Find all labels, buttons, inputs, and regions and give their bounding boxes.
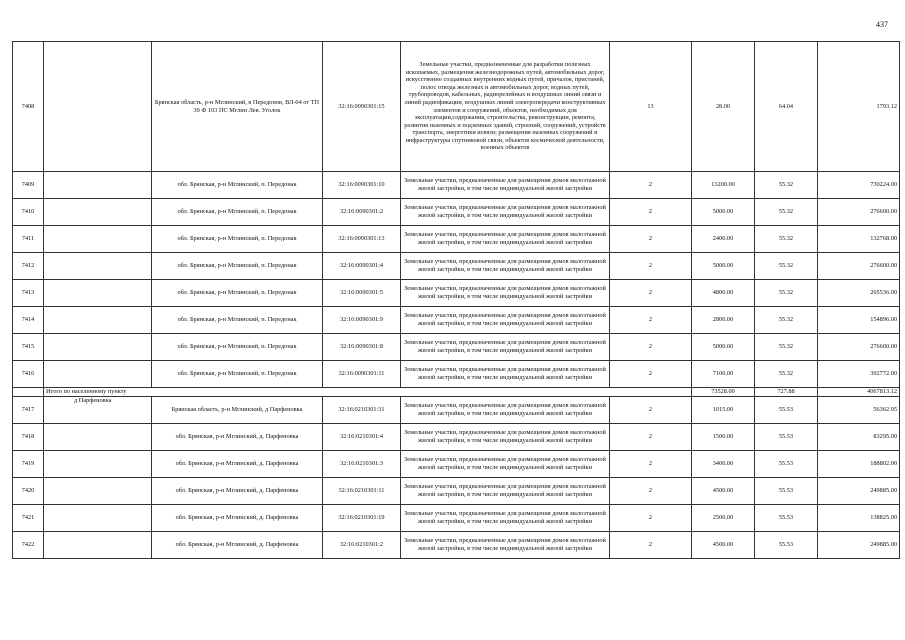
area-cell: 2800.00 bbox=[692, 307, 755, 334]
cadastral-value-cell: 56362.95 bbox=[818, 397, 900, 424]
table-row bbox=[13, 424, 900, 451]
cadastral-number-cell: 32:16:0210301:4 bbox=[323, 424, 401, 451]
cadastral-value-table bbox=[12, 41, 900, 559]
rate-cell: 55.32 bbox=[755, 253, 818, 280]
land-use-cell: Земельные участки, предназначенные для размещения домов малоэтажной жилой застройки, в том числе индивидуальной жилой застройки bbox=[401, 199, 610, 226]
row-number: 7415 bbox=[13, 334, 44, 361]
address-cell: обл. Брянская, р-н Мглинский, п. Передонак bbox=[152, 253, 323, 280]
cadastral-number-cell: 32:16:0210301:31 bbox=[323, 397, 401, 424]
area-cell: 3400.00 bbox=[692, 451, 755, 478]
area-cell: 5000.00 bbox=[692, 253, 755, 280]
area-cell: 2500.00 bbox=[692, 505, 755, 532]
row-number: 7418 bbox=[13, 424, 44, 451]
land-use-cell: Земельные участки, предназначенные для размещения домов малоэтажной жилой застройки, в том числе индивидуальной жилой застройки bbox=[401, 253, 610, 280]
settlement-cell bbox=[44, 532, 152, 559]
cadastral-value-cell: 249885.00 bbox=[818, 532, 900, 559]
table-row bbox=[13, 42, 900, 172]
row-number: 7416 bbox=[13, 361, 44, 388]
address-cell: Брянская область, р-н Мглинский, д Парфеновка bbox=[152, 397, 323, 424]
total-area: 73528.00 bbox=[692, 388, 755, 397]
area-cell: 4500.00 bbox=[692, 478, 755, 505]
total-value: 4067813.12 bbox=[818, 388, 900, 397]
table-row bbox=[13, 505, 900, 532]
total-label: Итого по населенному пункту bbox=[44, 388, 692, 397]
area-cell: 5000.00 bbox=[692, 334, 755, 361]
rate-cell: 55.32 bbox=[755, 280, 818, 307]
cadastral-value-cell: 392772.00 bbox=[818, 361, 900, 388]
row-number: 7419 bbox=[13, 451, 44, 478]
address-cell: обл. Брянская, р-н Мглинский, п. Передонак bbox=[152, 334, 323, 361]
land-use-cell: Земельные участки, предназначенные для размещения домов малоэтажной жилой застройки, в том числе индивидуальной жилой застройки bbox=[401, 361, 610, 388]
land-use-cell: Земельные участки, предназначенные для размещения домов малоэтажной жилой застройки, в том числе индивидуальной жилой застройки bbox=[401, 307, 610, 334]
row-number: 7420 bbox=[13, 478, 44, 505]
address-cell: обл. Брянская, р-н Мглинский, п. Передонак bbox=[152, 361, 323, 388]
settlement-cell bbox=[44, 361, 152, 388]
rate-cell: 55.53 bbox=[755, 532, 818, 559]
table-row bbox=[13, 172, 900, 199]
cadastral-value-cell: 249885.00 bbox=[818, 478, 900, 505]
category-cell: 2 bbox=[610, 397, 692, 424]
cadastral-number-cell: 32:16:0090301:8 bbox=[323, 334, 401, 361]
cadastral-number-cell: 32:16:0210301:11 bbox=[323, 478, 401, 505]
table-row bbox=[13, 451, 900, 478]
land-use-cell: Земельные участки, предназначенные для размещения домов малоэтажной жилой застройки, в том числе индивидуальной жилой застройки bbox=[401, 532, 610, 559]
settlement-cell bbox=[44, 307, 152, 334]
cadastral-value-cell: 276600.00 bbox=[818, 253, 900, 280]
cadastral-number-cell: 32:16:0090301:9 bbox=[323, 307, 401, 334]
area-cell: 4800.00 bbox=[692, 280, 755, 307]
table-row bbox=[13, 334, 900, 361]
category-cell: 2 bbox=[610, 226, 692, 253]
area-cell: 7100.00 bbox=[692, 361, 755, 388]
category-cell: 2 bbox=[610, 172, 692, 199]
area-cell: 1500.00 bbox=[692, 424, 755, 451]
land-use-cell: Земельные участки, предназначенные для размещения домов малоэтажной жилой застройки, в том числе индивидуальной жилой застройки bbox=[401, 505, 610, 532]
category-cell: 2 bbox=[610, 253, 692, 280]
category-cell: 2 bbox=[610, 280, 692, 307]
land-use-cell: Земельные участки, предназначенные для размещения домов малоэтажной жилой застройки, в том числе индивидуальной жилой застройки bbox=[401, 280, 610, 307]
cadastral-value-cell: 132768.00 bbox=[818, 226, 900, 253]
area-cell: 28.00 bbox=[692, 42, 755, 172]
area-cell: 5000.00 bbox=[692, 199, 755, 226]
land-use-cell: Земельные участки, предназначенные для размещения домов малоэтажной жилой застройки, в том числе индивидуальной жилой застройки bbox=[401, 478, 610, 505]
cadastral-number-cell: 32:16:0090301:13 bbox=[323, 226, 401, 253]
row-number: 7417 bbox=[13, 397, 44, 424]
settlement-cell bbox=[44, 334, 152, 361]
settlement-cell bbox=[44, 42, 152, 172]
row-number: 7411 bbox=[13, 226, 44, 253]
category-cell: 2 bbox=[610, 424, 692, 451]
table-row bbox=[13, 226, 900, 253]
row-number: 7413 bbox=[13, 280, 44, 307]
row-number: 7410 bbox=[13, 199, 44, 226]
address-cell: Брянская область, р-н Мглинский, в Передонов, ВЛ-04 от ТП 39 Ф 103 ПС Мглин Лев. Уголок bbox=[152, 42, 323, 172]
address-cell: обл. Брянская, р-н Мглинский, п. Передонак bbox=[152, 226, 323, 253]
land-use-cell: Земельные участки, предназначенные для размещения домов малоэтажной жилой застройки, в том числе индивидуальной жилой застройки bbox=[401, 226, 610, 253]
cadastral-number-cell: 32:16:0090301:11 bbox=[323, 361, 401, 388]
category-cell: 2 bbox=[610, 334, 692, 361]
settlement-cell bbox=[44, 424, 152, 451]
row-number: 7422 bbox=[13, 532, 44, 559]
rate-cell: 55.32 bbox=[755, 199, 818, 226]
cadastral-number-cell: 32:16:0090301:15 bbox=[323, 42, 401, 172]
category-cell: 2 bbox=[610, 478, 692, 505]
area-cell: 2400.00 bbox=[692, 226, 755, 253]
page-number: 437 bbox=[876, 20, 888, 29]
land-use-cell: Земельные участки, предназначенные для размещения домов малоэтажной жилой застройки, в том числе индивидуальной жилой застройки bbox=[401, 397, 610, 424]
rate-cell: 55.32 bbox=[755, 172, 818, 199]
address-cell: обл. Брянская, р-н Мглинский, п. Передонак bbox=[152, 307, 323, 334]
address-cell: обл. Брянская, р-н Мглинский, п. Передонак bbox=[152, 172, 323, 199]
row-number: 7408 bbox=[13, 42, 44, 172]
category-cell: 13 bbox=[610, 42, 692, 172]
area-cell: 1015.00 bbox=[692, 397, 755, 424]
cadastral-number-cell: 32:16:0210301:3 bbox=[323, 451, 401, 478]
table-row bbox=[13, 253, 900, 280]
address-cell: обл. Брянская, р-н Мглинский, д. Парфеновка bbox=[152, 451, 323, 478]
settlement-cell bbox=[44, 253, 152, 280]
row-number: 7421 bbox=[13, 505, 44, 532]
cadastral-value-cell: 1793.12 bbox=[818, 42, 900, 172]
category-cell: 2 bbox=[610, 505, 692, 532]
table-row bbox=[13, 532, 900, 559]
rate-cell: 55.53 bbox=[755, 451, 818, 478]
cadastral-number-cell: 32:16:0210301:19 bbox=[323, 505, 401, 532]
rate-cell: 55.32 bbox=[755, 307, 818, 334]
rate-cell: 55.53 bbox=[755, 397, 818, 424]
address-cell: обл. Брянская, р-н Мглинский, д. Парфеновка bbox=[152, 532, 323, 559]
cadastral-number-cell: 32:16:0090301:2 bbox=[323, 199, 401, 226]
table-row bbox=[13, 478, 900, 505]
table-row bbox=[13, 199, 900, 226]
land-use-cell: Земельные участки, предназначенные для размещения домов малоэтажной жилой застройки, в том числе индивидуальной жилой застройки bbox=[401, 451, 610, 478]
rate-cell: 55.32 bbox=[755, 334, 818, 361]
address-cell: обл. Брянская, р-н Мглинский, д. Парфеновка bbox=[152, 478, 323, 505]
total-num-cell bbox=[13, 388, 44, 397]
address-cell: обл. Брянская, р-н Мглинский, п. Передонак bbox=[152, 280, 323, 307]
address-cell: обл. Брянская, р-н Мглинский, д. Парфеновка bbox=[152, 505, 323, 532]
rate-cell: 55.32 bbox=[755, 226, 818, 253]
rate-cell: 55.53 bbox=[755, 505, 818, 532]
table-row bbox=[13, 361, 900, 388]
cadastral-value-cell: 276600.00 bbox=[818, 334, 900, 361]
land-use-cell: Земельные участки, предназначенные для размещения домов малоэтажной жилой застройки, в том числе индивидуальной жилой застройки bbox=[401, 172, 610, 199]
row-number: 7414 bbox=[13, 307, 44, 334]
settlement-cell bbox=[44, 280, 152, 307]
cadastral-value-cell: 188802.00 bbox=[818, 451, 900, 478]
settlement-cell bbox=[44, 505, 152, 532]
settlement-cell bbox=[44, 199, 152, 226]
row-number: 7412 bbox=[13, 253, 44, 280]
cadastral-value-cell: 138825.00 bbox=[818, 505, 900, 532]
settlement-cell bbox=[44, 226, 152, 253]
rate-cell: 55.32 bbox=[755, 361, 818, 388]
land-use-cell: Земельные участки, предназначенные для разработки полезных ископаемых, размещения железнодорожных путей, автомобильных дорог, искусственно созданных внутренних водных путей, причалов, пристаней, полос отвода железных и автомобильных дорог, водных путей, трубопроводов, кабельных, радиорелейных и воздушных линий связи и линий радиофикации, воздушных линий электропередачи конструктивных элементов и сооружений, объектов, необходимых для эксплуатации,содержания, строительства, реконструкции, ремонта, развития наземных и подземных зданий, строений, сооружений, устройств транспорта, энергетики исвязи; размещения наземных сооружений и инфраструктуры спутниковой связи, объектов космической деятельности, военных объектов bbox=[401, 42, 610, 172]
address-cell: обл. Брянская, р-н Мглинский, д. Парфеновка bbox=[152, 424, 323, 451]
rate-cell: 64.04 bbox=[755, 42, 818, 172]
category-cell: 2 bbox=[610, 451, 692, 478]
category-cell: 2 bbox=[610, 199, 692, 226]
cadastral-value-cell: 265536.00 bbox=[818, 280, 900, 307]
category-cell: 2 bbox=[610, 361, 692, 388]
settlement-cell bbox=[44, 478, 152, 505]
rate-cell: 55.53 bbox=[755, 478, 818, 505]
cadastral-number-cell: 32:16:0090301:5 bbox=[323, 280, 401, 307]
category-cell: 2 bbox=[610, 532, 692, 559]
cadastral-value-cell: 154896.00 bbox=[818, 307, 900, 334]
total-rate: 727.88 bbox=[755, 388, 818, 397]
cadastral-number-cell: 32:16:0090301:10 bbox=[323, 172, 401, 199]
land-use-cell: Земельные участки, предназначенные для размещения домов малоэтажной жилой застройки, в том числе индивидуальной жилой застройки bbox=[401, 424, 610, 451]
table-row bbox=[13, 280, 900, 307]
settlement-name: д Парфеновка bbox=[74, 397, 112, 404]
settlement-cell bbox=[44, 451, 152, 478]
address-cell: обл. Брянская, р-н Мглинский, п. Передонак bbox=[152, 199, 323, 226]
category-cell: 2 bbox=[610, 307, 692, 334]
cadastral-value-cell: 730224.00 bbox=[818, 172, 900, 199]
table-row bbox=[13, 397, 900, 424]
area-cell: 13200.00 bbox=[692, 172, 755, 199]
settlement-cell bbox=[44, 172, 152, 199]
table-row bbox=[13, 307, 900, 334]
settlement-cell bbox=[44, 397, 152, 424]
cadastral-number-cell: 32:16:0090301:4 bbox=[323, 253, 401, 280]
cadastral-value-cell: 276600.00 bbox=[818, 199, 900, 226]
total-row bbox=[13, 388, 900, 397]
row-number: 7409 bbox=[13, 172, 44, 199]
cadastral-number-cell: 32:16:0210301:2 bbox=[323, 532, 401, 559]
rate-cell: 55.53 bbox=[755, 424, 818, 451]
area-cell: 4500.00 bbox=[692, 532, 755, 559]
land-use-cell: Земельные участки, предназначенные для размещения домов малоэтажной жилой застройки, в том числе индивидуальной жилой застройки bbox=[401, 334, 610, 361]
cadastral-value-cell: 83295.00 bbox=[818, 424, 900, 451]
